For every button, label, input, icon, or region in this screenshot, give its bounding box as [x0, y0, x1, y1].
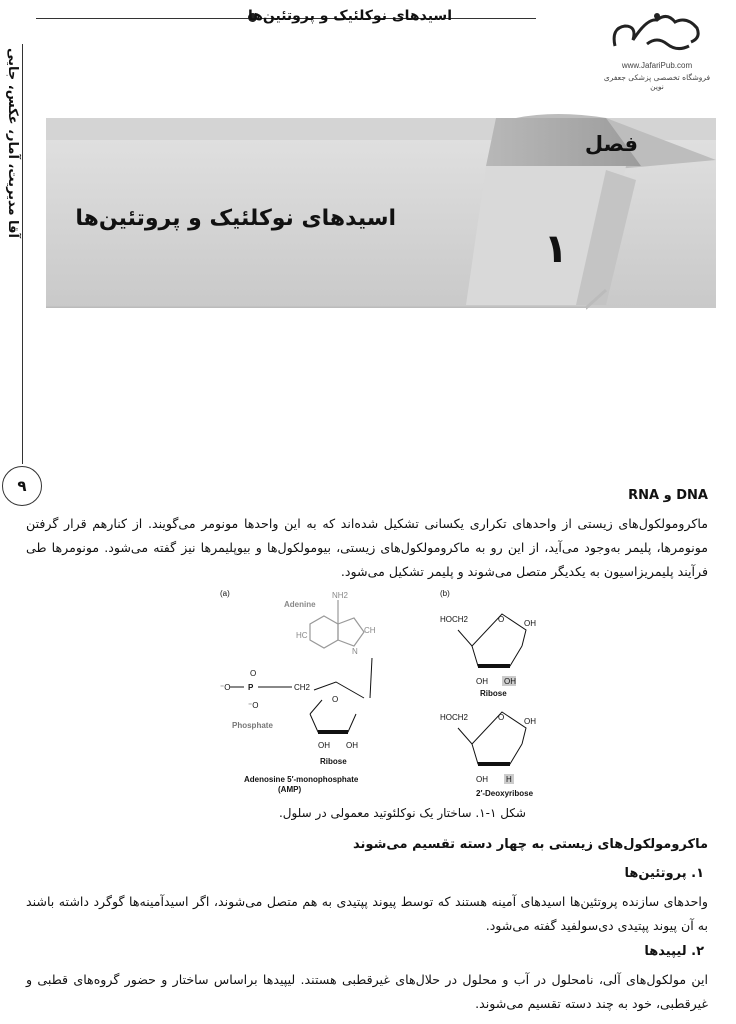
chapter-label: فصل	[584, 132, 638, 156]
paragraph-lipids: این مولکول‌های آلی، نامحلول در آب و محلول در حلال‌های غیرقطبی هستند. لیپیدها براساس ساختار و حضور گروه‌های قطبی و غیرقطبی، خود به چند دسته تقسیم می‌شوند.	[26, 972, 708, 1011]
figure-caption: شکل ۱-۱. ساختار یک نوکلئوتید معمولی در سلول.	[278, 806, 526, 820]
hoch2-b1: HOCH2	[440, 615, 469, 624]
oh-2-a: OH	[346, 741, 358, 750]
ribose-ring-b-icon	[458, 614, 526, 666]
oh-3-a: OH	[318, 741, 330, 750]
section-heading-dna-rna: DNA و RNA	[628, 488, 708, 503]
running-title: اسیدهای نوکلئیک و پروتئین‌ها	[247, 8, 452, 24]
deoxyribose-ring-icon	[458, 712, 526, 764]
nh2-label: NH2	[332, 591, 349, 600]
ring-o-b2: O	[498, 713, 505, 722]
p-label: P	[248, 683, 254, 692]
logo-url: www.JafariPub.com	[621, 61, 693, 70]
ribose-a-label: Ribose	[320, 757, 347, 766]
oh-1-b2: OH	[524, 717, 536, 726]
adenine-ring-icon	[310, 600, 364, 648]
ch-label: CH	[364, 626, 376, 635]
hc-label: HC	[296, 631, 308, 640]
section-heading-proteins: ۱. پروتئین‌ها	[624, 866, 704, 881]
phosphate-label: Phosphate	[232, 721, 273, 730]
side-rule	[22, 44, 23, 464]
logo-mark-icon	[607, 8, 707, 56]
page-number: ۹	[2, 466, 42, 506]
logo-tagline: فروشگاه تخصصی پزشکی جعفری نوین	[603, 73, 711, 91]
side-title	[2, 48, 22, 238]
chapter-number: ۱	[543, 226, 568, 272]
panel-a-label: (a)	[220, 589, 230, 598]
adenine-label: Adenine	[284, 600, 316, 609]
ribose-b-label: Ribose	[480, 689, 507, 698]
oh-1-b1: OH	[524, 619, 536, 628]
h-2-b2: H	[506, 775, 512, 784]
amp-label-1: Adenosine 5′-monophosphate	[244, 775, 359, 784]
oh-3-b1: OH	[476, 677, 488, 686]
paragraph-proteins: واحدهای سازنده پروتئین‌ها اسیدهای آمینه هستند که توسط پیوند پپتیدی به هم متصل می‌شوند، اگر اسیدآمینه‌ها گوگرد داشته باشند به آن پیوند پپتیدی دی‌سولفید گفته می‌شود.	[26, 894, 708, 933]
n9-label: N	[352, 647, 358, 656]
publisher-logo	[598, 8, 716, 91]
paragraph-dna-rna: ماکرومولکول‌های زیستی از واحدهای تکراری یکسانی تشکیل شده‌اند که به این واحدها مونومر می‌گویند. از کنارهم قرار گرفتن مونومرها، پلیمر به‌وجود می‌آید، از این رو به ماکرومولکول‌های زیستی، بیومولکول‌ها و بیوپلیمرها نیز گفته می‌شود. مونومرها طی فرآیند پلیمریزاسیون به یکدیگر متصل می‌شوند و پلیمر تشکیل می‌شود.	[26, 516, 708, 579]
chapter-title: اسیدهای نوکلئیک و پروتئین‌ها	[75, 206, 396, 231]
oh-2-b1: OH	[504, 677, 516, 686]
ch2-label: CH2	[294, 683, 311, 692]
ring-o-b1: O	[498, 615, 505, 624]
hoch2-b2: HOCH2	[440, 713, 469, 722]
ring-o-a: O	[332, 695, 339, 704]
amp-label-2: (AMP)	[278, 785, 302, 794]
o-top-label: O	[250, 669, 257, 678]
nucleotide-figure	[214, 586, 550, 806]
side-title-text: آقا مدیریت، آمار، عکس، جایی	[5, 48, 20, 238]
o-minus-label: ⁻O	[220, 683, 231, 692]
panel-b-label: (b)	[440, 589, 450, 598]
section-heading-lipids: ۲. لیپیدها	[644, 944, 704, 959]
o-bottom-label: ⁻O	[248, 701, 259, 710]
deoxyribose-label: 2′-Deoxyribose	[476, 789, 534, 798]
oh-3-b2: OH	[476, 775, 488, 784]
section-heading-four-groups: ماکرومولکول‌های زیستی به چهار دسته تقسیم می‌شوند	[353, 837, 708, 852]
